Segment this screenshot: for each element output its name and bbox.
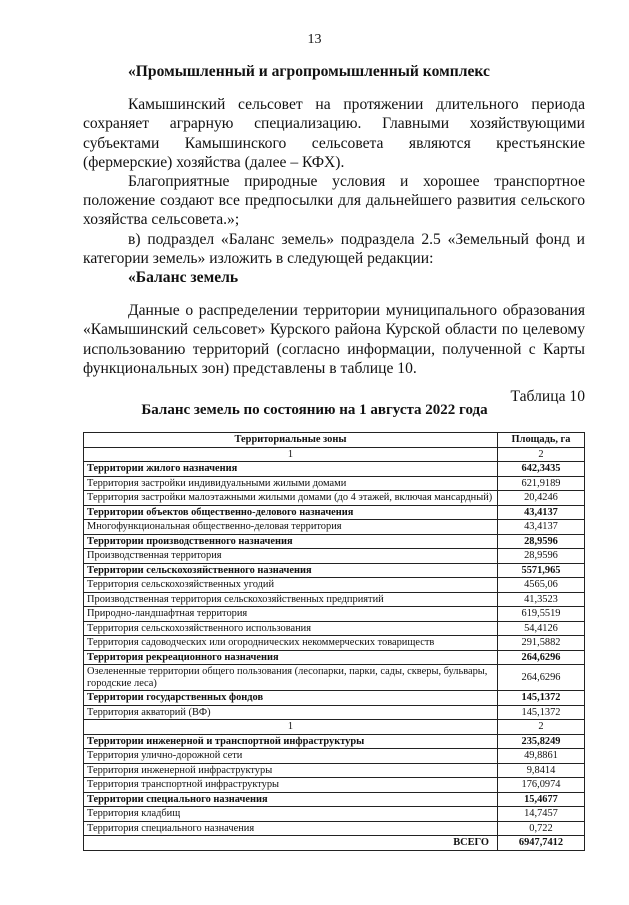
paragraph: Благоприятные природные условия и хорошее транспортное положение создают все предпосылки для дальнейшего развития сельского хозяйства сельсовета.»;	[83, 173, 585, 229]
zone-name: Территория улично-дорожной сети	[84, 749, 498, 764]
zone-area: 621,9189	[498, 476, 585, 491]
total-value: 6947,7412	[498, 836, 585, 851]
zone-name: Многофункциональная общественно-деловая территория	[84, 520, 498, 535]
zone-area: 49,8861	[498, 749, 585, 764]
total-row	[84, 836, 585, 851]
zone-area: 619,5519	[498, 607, 585, 622]
header-area: Площадь, га	[498, 433, 585, 448]
zone-area: 41,3523	[498, 592, 585, 607]
zone-name: 1	[84, 720, 498, 735]
zone-area: 20,4246	[498, 491, 585, 506]
zone-area: 2	[498, 720, 585, 735]
table-row	[84, 705, 585, 720]
zone-area: 14,7457	[498, 807, 585, 822]
zone-area: 145,1372	[498, 691, 585, 706]
zone-area: 54,4126	[498, 621, 585, 636]
zone-name: Природно-ландшафтная территория	[84, 607, 498, 622]
table-row	[84, 749, 585, 764]
column-number: 1	[84, 447, 498, 462]
zone-name: Территории инженерной и транспортной инфраструктуры	[84, 734, 498, 749]
zone-area: 5571,965	[498, 563, 585, 578]
table-row	[84, 650, 585, 665]
zone-area: 264,6296	[498, 665, 585, 691]
zone-name: Территория кладбищ	[84, 807, 498, 822]
zone-name: Производственная территория	[84, 549, 498, 564]
zone-name: Территория сельскохозяйственных угодий	[84, 578, 498, 593]
table-row	[84, 763, 585, 778]
zone-area: 291,5882	[498, 636, 585, 651]
zone-area: 145,1372	[498, 705, 585, 720]
zone-name: Территория застройки малоэтажными жилыми домами (до 4 этажей, включая мансардный)	[84, 491, 498, 506]
table-header-row	[84, 433, 585, 448]
table-row	[84, 807, 585, 822]
table-row	[84, 592, 585, 607]
body-text	[83, 62, 585, 406]
zone-area: 176,0974	[498, 778, 585, 793]
zone-name: Территории сельскохозяйственного назначения	[84, 563, 498, 578]
section-heading: «Промышленный и агропромышленный комплекс	[128, 63, 490, 80]
header-zones: Территориальные зоны	[84, 433, 498, 448]
zone-area: 9,8414	[498, 763, 585, 778]
zone-name: Территория специального назначения	[84, 821, 498, 836]
zone-area: 28,9596	[498, 534, 585, 549]
table-row	[84, 665, 585, 691]
zone-name: Озелененные территории общего пользования (лесопарки, парки, сады, скверы, бульвары, городские леса)	[84, 665, 498, 691]
paragraph: Данные о распределении территории муниципального образования «Камышинский сельсовет» Курского района Курской области по целевому использованию территорий (согласно информации, полученной с Карты функциональных зон) представлены в таблице 10.	[83, 302, 585, 377]
zone-area: 43,4137	[498, 505, 585, 520]
zone-area: 4565,06	[498, 578, 585, 593]
table-row	[84, 491, 585, 506]
table-row	[84, 691, 585, 706]
table-row	[84, 505, 585, 520]
zone-name: Производственная территория сельскохозяйственных предприятий	[84, 592, 498, 607]
table-row	[84, 549, 585, 564]
table-row	[84, 821, 585, 836]
zone-area: 0,722	[498, 821, 585, 836]
zone-area: 235,8249	[498, 734, 585, 749]
zone-name: Территория инженерной инфраструктуры	[84, 763, 498, 778]
table-row	[84, 563, 585, 578]
zone-name: Территория рекреационного назначения	[84, 650, 498, 665]
section-heading: «Баланс земель	[128, 269, 239, 287]
table-row	[84, 520, 585, 535]
zone-area: 43,4137	[498, 520, 585, 535]
column-number: 2	[498, 447, 585, 462]
zone-name: Территория транспортной инфраструктуры	[84, 778, 498, 793]
zone-area: 642,3435	[498, 462, 585, 477]
table-row	[84, 476, 585, 491]
table-row	[84, 578, 585, 593]
page-number: 13	[307, 32, 322, 47]
zone-area: 15,4677	[498, 792, 585, 807]
land-balance-table	[83, 432, 585, 851]
zone-area: 264,6296	[498, 650, 585, 665]
table-row	[84, 462, 585, 477]
zone-name: Территория сельскохозяйственного использования	[84, 621, 498, 636]
table-row	[84, 534, 585, 549]
table-row	[84, 792, 585, 807]
zone-name: Территории жилого назначения	[84, 462, 498, 477]
zone-name: Территория акваторий (ВФ)	[84, 705, 498, 720]
zone-area: 28,9596	[498, 549, 585, 564]
zone-name: Территория садоводческих или огороднических некоммерческих товариществ	[84, 636, 498, 651]
paragraph: Камышинский сельсовет на протяжении длительного периода сохраняет аграрную специализацию. Главными хозяйствующими субъектами Камышинского сельсовета являются крестьянские (фермерские) хозяйства (далее – КФХ).	[83, 96, 585, 171]
column-number-row	[84, 447, 585, 462]
zone-name: Территории объектов общественно-делового назначения	[84, 505, 498, 520]
zone-name: Территории государственных фондов	[84, 691, 498, 706]
table-row	[84, 607, 585, 622]
zone-name: Территории специального назначения	[84, 792, 498, 807]
zone-name: Территория застройки индивидуальными жилыми домами	[84, 476, 498, 491]
table-row	[84, 636, 585, 651]
column-number-row	[84, 720, 585, 735]
table-label: Таблица 10	[510, 388, 585, 406]
table-row	[84, 778, 585, 793]
total-label: ВСЕГО	[84, 836, 498, 851]
zone-name: Территории производственного назначения	[84, 534, 498, 549]
paragraph: в) подраздел «Баланс земель» подраздела 2.5 «Земельный фонд и категории земель» изложить в следующей редакции:	[83, 230, 585, 267]
table-row	[84, 621, 585, 636]
table-title: Баланс земель по состоянию на 1 августа 2022 года	[141, 402, 488, 418]
table-row	[84, 734, 585, 749]
